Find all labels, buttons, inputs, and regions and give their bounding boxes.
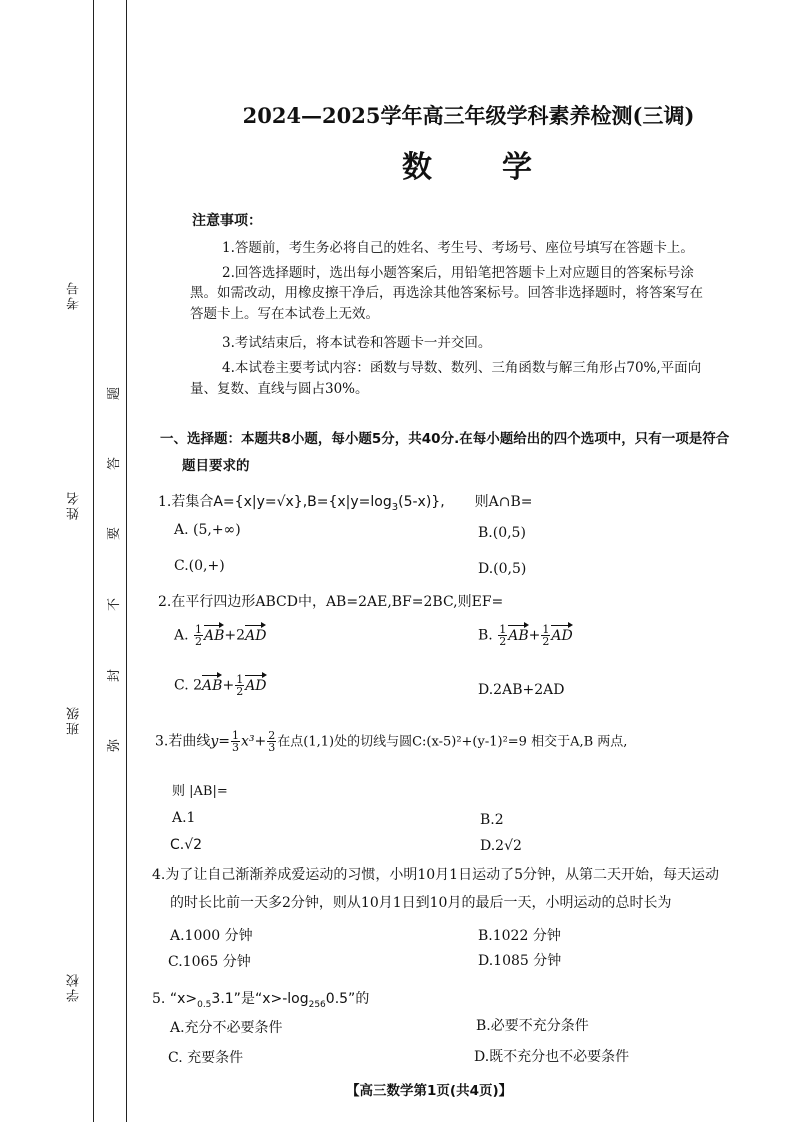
vector-ad: AD	[551, 627, 573, 644]
q1-option-a: A. (5,+∞)	[174, 522, 241, 538]
seal-char-1: 题	[107, 386, 123, 401]
question-1-stem	[158, 491, 533, 513]
seal-char-3: 要	[107, 526, 123, 541]
coef: 2	[193, 677, 203, 694]
q3-stem-b: 在点(1,1)处的切线与圆C:(x-5)²+(y-1)²=9 相交于A,B 两点,	[277, 734, 628, 750]
q5-option-d: D.既不充分也不必要条件	[474, 1049, 630, 1065]
frac-num: 1	[236, 673, 244, 686]
q5-sub-2: 256	[308, 999, 326, 1010]
vector-ab: AB	[508, 627, 529, 644]
q2-option-d: D.2AB+2AD	[478, 682, 565, 698]
frac-num: 1	[232, 729, 240, 742]
frac-den: 3	[232, 741, 240, 754]
q2-option-c	[174, 674, 267, 697]
question-3-ask: 则 |AB|=	[172, 784, 228, 799]
binding-line-left	[93, 0, 94, 1122]
frac-num: 1	[499, 623, 507, 636]
q1-stem-a: 1.若集合	[158, 494, 214, 510]
notice-line-7: 量、复数、直线与圆占30%。	[190, 381, 369, 397]
frac-den: 3	[268, 741, 276, 754]
page-title: 2024—2025学年高三年级学科素养检测(三调)	[242, 103, 695, 128]
seal-char-6: 弥	[107, 738, 123, 753]
binding-line-right	[126, 0, 127, 1122]
q4-option-c: C.1065 分钟	[168, 954, 251, 970]
section-heading-cont: 题目要求的	[182, 458, 250, 474]
label-name: 姓名	[67, 490, 82, 520]
q1-set-def: A={x|y=√x},B={x|y=log	[213, 494, 392, 510]
frac-den: 2	[236, 685, 244, 698]
seal-char-5: 封	[107, 668, 123, 683]
frac-num: 2	[268, 729, 276, 742]
q5-num: 5.	[152, 991, 166, 1007]
frac-den: 2	[195, 635, 203, 648]
q1-set-def-end: (5-x)},	[398, 494, 445, 510]
q3-option-c: C.√2	[170, 837, 203, 853]
q4-option-a: A.1000 分钟	[170, 928, 253, 944]
question-5-stem	[152, 988, 369, 1010]
coef: 2	[236, 627, 246, 644]
q3-y: y	[210, 733, 219, 750]
frac-den: 2	[542, 635, 550, 648]
q3-option-d: D.2√2	[480, 838, 522, 854]
label-exam-number: 考号	[67, 280, 82, 310]
q2-option-b	[478, 624, 573, 647]
question-4-line-2: 的时长比前一天多2分钟，则从10月1日到10月的最后一天，小明运动的总时长为	[170, 895, 672, 911]
subject-title: 数学	[402, 150, 602, 185]
q2-b-label: B.	[478, 627, 493, 644]
q3-stem-a: 3.若曲线	[155, 733, 211, 750]
q2-a-frac	[194, 624, 203, 647]
q3-plus: +	[254, 733, 267, 750]
q3-x-cubed: x³	[241, 733, 255, 750]
notice-line-5: 3.考试结束后，将本试卷和答题卡一并交回。	[222, 335, 492, 351]
seal-char-4: 不	[107, 597, 123, 612]
q2-b-frac-2	[541, 624, 550, 647]
q3-eq: =	[218, 733, 231, 750]
notice-heading: 注意事项：	[192, 213, 262, 229]
frac-num: 1	[542, 623, 550, 636]
q3-frac-1	[231, 730, 240, 753]
q3-option-a: A.1	[172, 810, 196, 826]
notice-line-1: 1.答题前，考生务必将自己的姓名、考生号、考场号、座位号填写在答题卡上。	[222, 240, 694, 256]
q1-ask: 则A∩B=	[474, 494, 533, 510]
frac-num: 1	[195, 623, 203, 636]
q4-option-b: B.1022 分钟	[478, 928, 561, 944]
label-class: 班级	[67, 705, 82, 735]
plus: +	[222, 677, 235, 694]
q2-b-frac-1	[498, 624, 507, 647]
q5-part-3: 0.5”的	[325, 991, 370, 1007]
q5-part-2: 3.1”是“x>-log	[211, 991, 309, 1007]
q1-log-base: 3	[391, 501, 399, 513]
notice-line-4: 答题卡上。写在本试卷上无效。	[190, 306, 379, 322]
frac-den: 2	[499, 635, 507, 648]
q5-option-b: B.必要不充分条件	[476, 1018, 589, 1034]
section-heading: 一、选择题：本题共8小题，每小题5分，共40分.在每小题给出的四个选项中，只有一项是符合	[160, 431, 730, 447]
question-4-line-1: 4.为了让自己渐渐养成爱运动的习惯，小明10月1日运动了5分钟，从第二天开始，每天运动	[152, 867, 719, 883]
q2-c-label: C.	[174, 677, 189, 694]
q3-option-b: B.2	[480, 812, 504, 828]
notice-line-3: 黑。如需改动，用橡皮擦干净后，再选涂其他答案标号。回答非选择题时，将答案写在	[190, 285, 703, 301]
vector-ad: AD	[245, 627, 267, 644]
question-3-stem	[155, 730, 627, 753]
q5-option-a: A.充分不必要条件	[170, 1020, 283, 1036]
vector-ab: AB	[202, 677, 223, 694]
notice-line-6: 4.本试卷主要考试内容：函数与导数、数列、三角函数与解三角形占70%,平面向	[222, 360, 702, 376]
q2-option-a	[174, 624, 266, 647]
vector-ab: AB	[204, 627, 225, 644]
q4-option-d: D.1085 分钟	[478, 953, 562, 969]
q2-c-frac	[235, 674, 244, 697]
q1-option-b: B.(0,5)	[478, 525, 526, 541]
seal-char-2: 答	[107, 456, 123, 471]
q3-frac-2	[267, 730, 276, 753]
q2-a-label: A.	[174, 627, 189, 644]
label-school: 学校	[67, 972, 82, 1002]
q1-option-c: C.(0,+)	[174, 558, 225, 574]
question-2-stem: 2.在平行四边形ABCD中，AB=2AE,BF=2BC,则EF=	[158, 594, 504, 610]
vector-ad: AD	[245, 677, 267, 694]
notice-line-2: 2.回答选择题时，选出每小题答案后，用铅笔把答题卡上对应题目的答案标号涂	[222, 265, 694, 281]
q5-option-c: C. 充要条件	[168, 1050, 244, 1066]
q5-part-1: “x>	[169, 991, 198, 1007]
plus: +	[528, 627, 541, 644]
q1-option-d: D.(0,5)	[478, 561, 527, 577]
q5-sub-1: 0.5	[197, 999, 212, 1010]
plus: +	[224, 627, 237, 644]
page-footer: 【高三数学第1页(共4页)】	[346, 1083, 513, 1099]
